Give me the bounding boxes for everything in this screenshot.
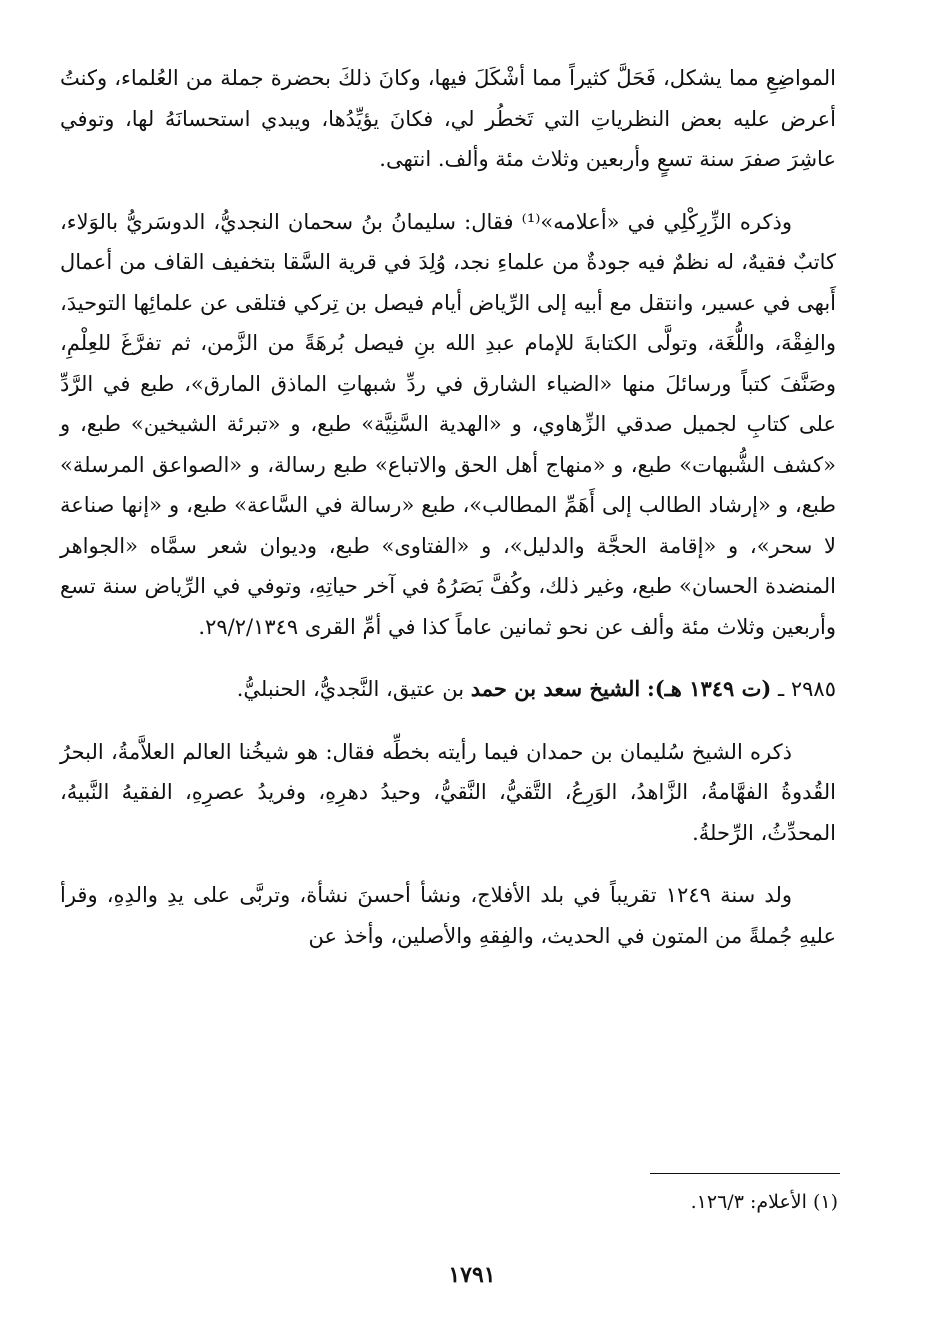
paragraph-4: ذكره الشيخ سُليمان بن حمدان فيما رأيته بخطِّه فقال: هو شيخُنا العالم العلاَّمةُ، البحرُ القُدوةُ الفهَّامةُ، الزَّاهدُ، الوَرِعُ، التَّقيُّ، النَّقيُّ، وحيدُ دهرِهِ، وفريدُ عصرِهِ، الفقيهُ النَّبيهُ، المحدِّثُ، الرِّحلةُ.	[60, 739, 836, 845]
page-number: ١٧٩١	[448, 1262, 496, 1288]
footnote: (١) الأعلام: ١٢٦/٣.	[690, 1191, 838, 1213]
paragraph-1: المواضِعِ مما يشكل، فَحَلَّ كثيراً مما أشْكَلَ فيها، وكانَ ذلكَ بحضرة جملة من العُلماء، وكنتُ أعرض عليه بعض النظرياتِ التي تَخطُر لي، فكانَ يؤيِّدُها، ويبدي استحسانَهُ لها، وتوفي عاشِرَ صفرَ سنة تسعٍ وأربعين وثلاث مئة وألف. انتهى.	[60, 66, 836, 171]
footnote-separator	[650, 1173, 840, 1174]
paragraph-5: ولد سنة ١٢٤٩ تقريباً في بلد الأفلاج، ونشأ أحسنَ نشأة، وتربَّى على يدِ والدِهِ، وقرأ عليهِ جُملةً من المتون في الحديث، والفِقهِ والأصلين، وأخذ عن	[60, 883, 836, 948]
entry-name: الشيخ سعد بن حمد	[470, 676, 641, 701]
paragraph-2: وذكره الزِّرِكْلِي في «أعلامه»⁽¹⁾ فقال: سليمانُ بنُ سحمان النجديُّ، الدوسَريُّ بالوَلاء، كاتبٌ فقيهٌ، له نظمٌ فيه جودةٌ من علماءِ نجد، وُلِدَ في قرية السَّقا بتخفيف القاف من أعمال أَبهى في عسير، وانتقل مع أبيه إلى الرِّياض أيام فيصل بن تِركي فتلقى عن علمائِها التوحيدَ، والفِقْهَ، واللُّغَة، وتولَّى الكتابةَ للإمام عبدِ الله بنِ فيصل بُرهَةً من الزَّمن، ثم تفرَّغَ للعِلْمِ، وصَنَّفَ كتباً ورسائلَ منها «الضياء الشارق في ردِّ شبهاتِ الماذق المارق»، طبع في الرَّدِّ على كتابِ لجميل صدقي الزِّهاوي، و «الهدية السَّنِيَّة» طبع، و «تبرئة الشيخين» طبع، و «كشف الشُّبهات» طبع، و «منهاج أهل الحق والاتباع» طبع رسالة، و «الصواعق المرسلة» طبع، و «إرشاد الطالب إلى أَهَمِّ المطالب»، طبع «رسالة في السَّاعة» طبع، و «إنها صناعة لا سحر»، و «إقامة الحجَّة والدليل»، و «الفتاوى» طبع، وديوان شعر سمَّاه «الجواهر المنضدة الحسان» طبع، وغير ذلك، وكُفَّ بَصَرُهُ في آخر حياتِهِ، وتوفي في الرِّياض سنة تسع وأربعين وثلاث مئة وألف عن نحو ثمانين عاماً كذا في أمِّ القرى ٢٩/٢/١٣٤٩.	[60, 209, 836, 639]
entry-death-date: (ت ١٣٤٩ هـ):	[646, 676, 772, 701]
page-body	[60, 58, 836, 956]
entry-number: ٢٩٨٥ ـ	[778, 677, 836, 701]
entry-name-rest: بن عتيق، النَّجديُّ، الحنبليُّ.	[236, 677, 465, 701]
biography-entry-heading	[60, 669, 836, 710]
